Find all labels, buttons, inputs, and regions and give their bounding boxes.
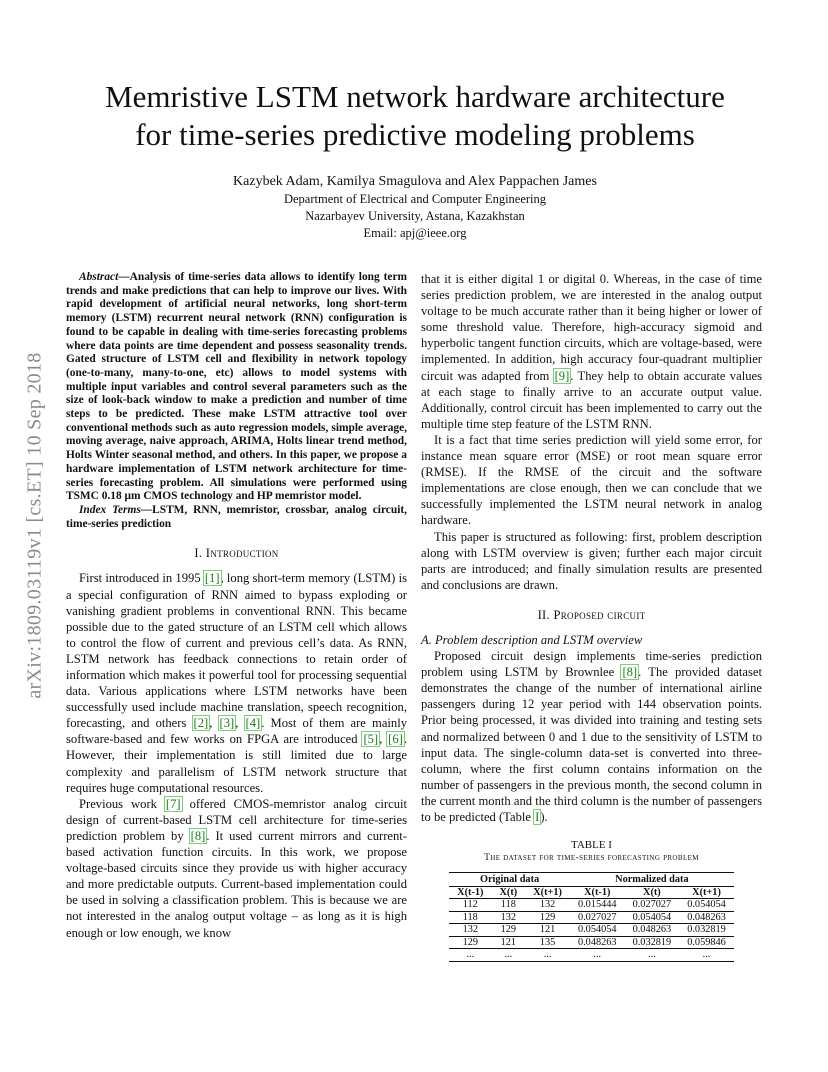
table-cell: 118 xyxy=(491,899,525,912)
table-row xyxy=(449,911,734,924)
text-span: ). xyxy=(540,810,548,824)
author-email: Email: apj@ieee.org xyxy=(363,226,467,240)
right-column xyxy=(421,271,762,962)
author-list: Kazybek Adam, Kamilya Smagulova and Alex Pappachen James xyxy=(233,174,597,189)
table-cell: 132 xyxy=(449,924,491,937)
subsection-heading-a: A. Problem description and LSTM overview xyxy=(421,632,643,647)
dataset-table xyxy=(449,872,734,962)
right-paragraph-4 xyxy=(421,648,762,825)
table-cell: 112 xyxy=(449,899,491,912)
table-cell: 132 xyxy=(491,911,525,924)
table-cell: 0.054054 xyxy=(625,911,680,924)
table-cell: 132 xyxy=(525,899,570,912)
column-header: X(t) xyxy=(625,886,680,899)
text-span: Previous work xyxy=(79,796,165,811)
column-header: X(t) xyxy=(491,886,525,899)
citation-link[interactable]: [5] xyxy=(363,732,379,747)
index-terms-text: —LSTM, RNN, memristor, crossbar, analog circuit, time-series prediction xyxy=(66,503,407,530)
abstract-text: —Analysis of time-series data allows to identify long term trends and make predictions that can help to improve our lives. With rapid development of artificial neural networks, long short-term memory (LSTM) recurrent neural network (RNN) configuration is found to be capable in dealing with time-series forecasting problems where data points are time dependent and possess seasonality trends. Gated structure of LSTM cell and flexibility in network topology (one-to-many, many-to-one, etc) allows to model systems with multiple input variables and control several parameters such as the size of look-back window to make a prediction and number of time steps to be predicted. These make LSTM attractive tool over conventional methods such as auto regression models, simple average, moving average, naive approach, ARIMA, Holts linear trend method, Holts Winter seasonal method, and others. In this paper, we propose a hardware implementation of LSTM network architecture for time-series forecasting problem. All simulations were performed using TSMC 0.18 μm CMOS technology and HP memristor model. xyxy=(66,271,407,503)
table-cell: 129 xyxy=(449,936,491,949)
table-cell: 118 xyxy=(449,911,491,924)
group-header-original: Original data xyxy=(449,873,570,887)
text-span: . Most of them are mainly software-based and few works on FPGA are introduced xyxy=(66,716,408,747)
table-cell: 0.054054 xyxy=(570,924,625,937)
text-span: offered CMOS-memristor analog circuit design of current-based LSTM cell architecture for time-series prediction problem by xyxy=(66,796,407,843)
table-cell: 0.048263 xyxy=(625,924,680,937)
table-cell: 0.048263 xyxy=(570,936,625,949)
table-row xyxy=(449,949,734,962)
section-heading-introduction: I. Introduction xyxy=(194,546,279,561)
table-cell: 129 xyxy=(525,911,570,924)
right-paragraph-1 xyxy=(421,271,762,432)
table-cell: ... xyxy=(570,949,625,962)
right-paragraph-3: This paper is structured as following: first, problem description along with LSTM overview is given; further each major circuit parts are introduced; and finally simulation results are presented and conclusions are drawn. xyxy=(421,529,762,592)
table-cell: 129 xyxy=(491,924,525,937)
citation-link[interactable]: [8] xyxy=(622,665,638,680)
affiliation-university: Nazarbayev University, Astana, Kazakhstan xyxy=(305,209,525,223)
table-row xyxy=(449,936,734,949)
index-terms xyxy=(66,504,407,531)
citation-link[interactable]: [6] xyxy=(388,732,403,747)
section-heading-proposed-circuit: II. Proposed circuit xyxy=(537,607,646,622)
column-header: X(t+1) xyxy=(525,886,570,899)
text-span: . The provided dataset demonstrates the change of the number of international airline passengers during 12 year period with 144 observation points. Prior being processed, it was divided into training and testing sets and normalized between 0 and 1 due to the sensitivity of LSTM to input data. The single-column data-set is converted into three-column, where the first column contains information on the number of passengers in the previous month, the second column in the current month and the third column is the number of passengers to be predicted (Table xyxy=(421,665,762,824)
table-cell: 0.059846 xyxy=(679,936,734,949)
table-cell: 0.054054 xyxy=(679,899,734,912)
table-cell: 0.027027 xyxy=(570,911,625,924)
intro-paragraph-1 xyxy=(66,570,407,795)
table-cell: ... xyxy=(525,949,570,962)
paper-title xyxy=(60,78,770,154)
table-cell: 0.015444 xyxy=(570,899,625,912)
text-span: First introduced in 1995 xyxy=(79,571,204,586)
column-header: X(t-1) xyxy=(570,886,625,899)
right-paragraph-2: It is a fact that time series prediction will yield some error, for instance mean square error (MSE) or root mean square error (RMSE). If the RMSE of the circuit and the software implementations are close enough, then we can conclude that we successfully implemented the LSTM neural network in analog hardware. xyxy=(421,432,762,528)
text-span: , xyxy=(379,732,388,747)
table-cell: 135 xyxy=(525,936,570,949)
text-span: , long short-term memory (LSTM) is a special configuration of RNN aimed to bypass exploding or vanishing gradient problems in conventional RNN. This became possible due to the gated structure of an LSTM cell which allows to control the flow of current and previous cell’s data. As RNN, LSTM network has feedback connections to retain order of information which makes it powerful tool for processing sequential data. Various applications where LSTM networks have been successfully used include machine translation, speech recognition, forecasting, and others xyxy=(66,571,407,731)
title-line-1: Memristive LSTM network hardware architecture xyxy=(105,79,725,114)
table-row xyxy=(449,899,734,912)
affiliation-department: Department of Electrical and Computer Engineering xyxy=(283,192,547,206)
index-terms-lead: Index Terms xyxy=(79,503,141,516)
table-cell: 0.032819 xyxy=(625,936,680,949)
table-cell: ... xyxy=(449,949,491,962)
table-cell: 0.032819 xyxy=(679,924,734,937)
table-cell: 0.027027 xyxy=(625,899,680,912)
text-span: Proposed circuit design implements time-series prediction problem using LSTM by Brownlee xyxy=(421,649,762,680)
table-cell: ... xyxy=(491,949,525,962)
arxiv-stamp xyxy=(22,290,48,760)
table-caption: TABLE I xyxy=(571,839,612,852)
text-span: . However, their implementation is still limited due to large complexity and parallelism of LSTM network structure that requires huge computational resources. xyxy=(66,732,407,795)
table-reference-link[interactable]: I xyxy=(535,810,540,824)
table-row xyxy=(449,924,734,937)
citation-link[interactable]: [4] xyxy=(245,716,261,731)
text-span: . It used current mirrors and current-based activation function circuits. In this work, we propose voltage-based circuits since they provide us with higher accuracy and more predictable outputs. Current-based implementation could be used in solving a classification problem. This is because we are not interested in the analog output voltage – as long as it is high enough or low enough, we know xyxy=(66,828,407,940)
left-column xyxy=(66,271,407,941)
arxiv-stamp-text: arXiv:1809.03119v1 [cs.ET] 10 Sep 2018 xyxy=(23,351,46,699)
citation-link[interactable]: [3] xyxy=(219,716,235,731)
column-header: X(t+1) xyxy=(679,886,734,899)
table-cell: ... xyxy=(679,949,734,962)
text-span: , xyxy=(235,716,245,731)
text-span: , xyxy=(209,716,219,731)
group-header-normalized: Normalized data xyxy=(570,873,734,887)
column-header: X(t-1) xyxy=(449,886,491,899)
table-cell: 0.048263 xyxy=(679,911,734,924)
abstract-lead: Abstract xyxy=(79,271,119,283)
table-subcaption: The dataset for time-series forecasting problem xyxy=(484,853,699,864)
citation-link[interactable]: [9] xyxy=(554,368,570,383)
citation-link[interactable]: [2] xyxy=(193,716,209,731)
abstract xyxy=(66,271,407,504)
citation-link[interactable]: [1] xyxy=(204,571,220,586)
text-span: that it is either digital 1 or digital 0. Whereas, in the case of time series prediction problem, we are interested in the analog output voltage to be much accurate rather than it being higher or lower of some threshold value. Therefore, high-accuracy sigmoid and hyperbolic tangent function circuits, which are voltage-based, were implemented. In addition, high accuracy four-quadrant multiplier circuit was adapted from xyxy=(421,272,762,383)
table-cell: 121 xyxy=(491,936,525,949)
title-line-2: for time-series predictive modeling problems xyxy=(135,117,695,152)
table-cell: 121 xyxy=(525,924,570,937)
intro-paragraph-2 xyxy=(66,796,407,941)
table-cell: ... xyxy=(625,949,680,962)
citation-link[interactable]: [8] xyxy=(190,828,206,843)
citation-link[interactable]: [7] xyxy=(165,796,181,811)
text-span: . They help to obtain accurate values at each stage to finally arrive to an accurate output value. Additionally, control circuit has been implemented to carry out the multiple time step feature of the LSTM RNN. xyxy=(421,368,762,431)
